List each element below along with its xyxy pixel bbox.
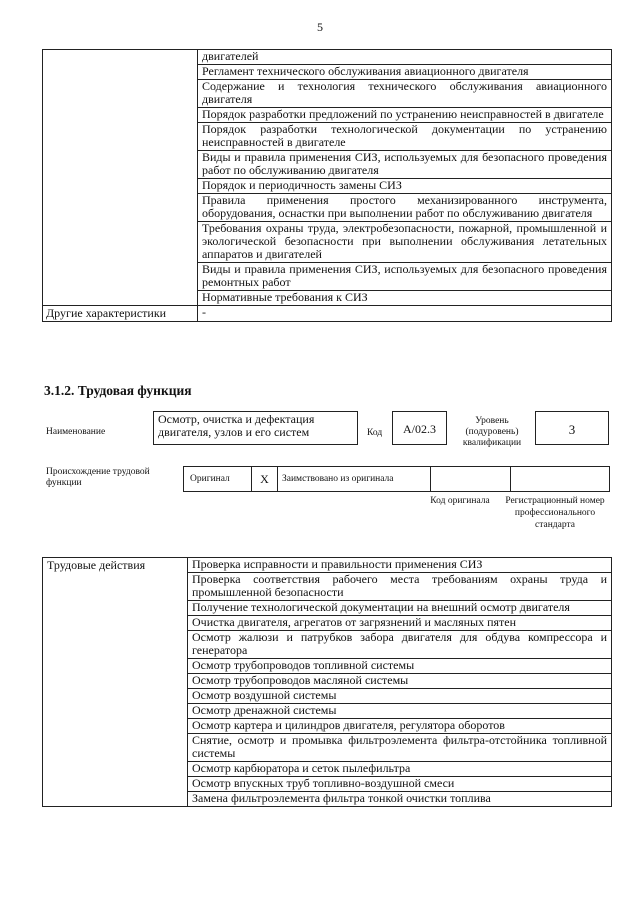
table-cell: Получение технологической документации на внешний осмотр двигателя (188, 601, 612, 616)
table-cell: Требования охраны труда, электробезопасности, пожарной, промышленной и экологической безопасности при выполнении обслуживания летательных аппаратов и двигателей (198, 222, 612, 263)
table-cell: Проверка соответствия рабочего места требованиям охраны труда и промышленной безопасности (188, 573, 612, 601)
registration-number-caption: Регистрационный номер профессионального стандарта (505, 496, 605, 530)
table-cell: Содержание и технология технического обслуживания авиационного двигателя (198, 80, 612, 108)
level-label: Уровень (подуровень) квалификации (462, 416, 522, 448)
origin-label: Происхождение трудовой функции (46, 467, 150, 488)
table-cell: Проверка исправности и правильности применения СИЗ (188, 558, 612, 573)
table-cell: Снятие, осмотр и промывка фильтроэлемента фильтра-отстойника топливной системы (188, 734, 612, 762)
labor-actions-label: Трудовые действия (43, 558, 188, 807)
code-label: Код (367, 428, 383, 438)
function-code: А/02.3 (392, 411, 447, 445)
name-label: Наименование (46, 427, 106, 437)
table-cell: Очистка двигателя, агрегатов от загрязнений и масляных пятен (188, 616, 612, 631)
knowledge-table (42, 49, 612, 322)
table-row (43, 50, 612, 65)
other-characteristics-value: - (198, 306, 612, 322)
table-cell: двигателей (198, 50, 612, 65)
page-number: 5 (317, 20, 323, 34)
borrowed-label: Заимствовано из оригинала (277, 466, 430, 492)
function-name: Осмотр, очистка и дефектация двигателя, узлов и его систем (153, 411, 358, 445)
table-cell: Порядок и периодичность замены СИЗ (198, 179, 612, 194)
section-title: 3.1.2. Трудовая функция (44, 383, 192, 398)
table-cell: Осмотр карбюратора и сеток пылефильтра (188, 762, 612, 777)
other-characteristics-label: Другие характеристики (43, 306, 198, 322)
table-cell: Осмотр жалюзи и патрубков забора двигателя для обдува компрессора и генератора (188, 631, 612, 659)
original-mark: Х (251, 466, 277, 492)
table-key-cell (43, 50, 198, 306)
table-cell: Регламент технического обслуживания авиационного двигателя (198, 65, 612, 80)
table-cell: Виды и правила применения СИЗ, используемых для безопасного проведения ремонтных работ (198, 263, 612, 291)
table-cell: Осмотр дренажной системы (188, 704, 612, 719)
table-cell: Замена фильтроэлемента фильтра тонкой очистки топлива (188, 792, 612, 807)
original-label: Оригинал (183, 466, 251, 492)
table-cell: Осмотр воздушной системы (188, 689, 612, 704)
table-cell: Порядок разработки технологической документации по устранению неисправностей в двигателе (198, 123, 612, 151)
table-cell: Порядок разработки предложений по устранению неисправностей в двигателе (198, 108, 612, 123)
table-cell: Нормативные требования к СИЗ (198, 291, 612, 306)
table-cell: Виды и правила применения СИЗ, используемых для безопасного проведения работ по обслуживанию двигателя (198, 151, 612, 179)
labor-actions-table (42, 557, 612, 807)
table-cell: Осмотр трубопроводов масляной системы (188, 674, 612, 689)
table-cell: Осмотр трубопроводов топливной системы (188, 659, 612, 674)
original-code-caption: Код оригинала (430, 496, 490, 506)
table-cell: Правила применения простого механизированного инструмента, оборудования, оснастки при выполнении работ по обслуживанию двигателя (198, 194, 612, 222)
table-row (43, 558, 612, 573)
origin-row (183, 466, 610, 492)
table-cell: Осмотр впускных труб топливно-воздушной смеси (188, 777, 612, 792)
table-cell: Осмотр картера и цилиндров двигателя, регулятора оборотов (188, 719, 612, 734)
registration-number-cell (510, 466, 610, 492)
original-code-cell (430, 466, 510, 492)
level-value: 3 (535, 411, 609, 445)
table-row (43, 306, 612, 322)
